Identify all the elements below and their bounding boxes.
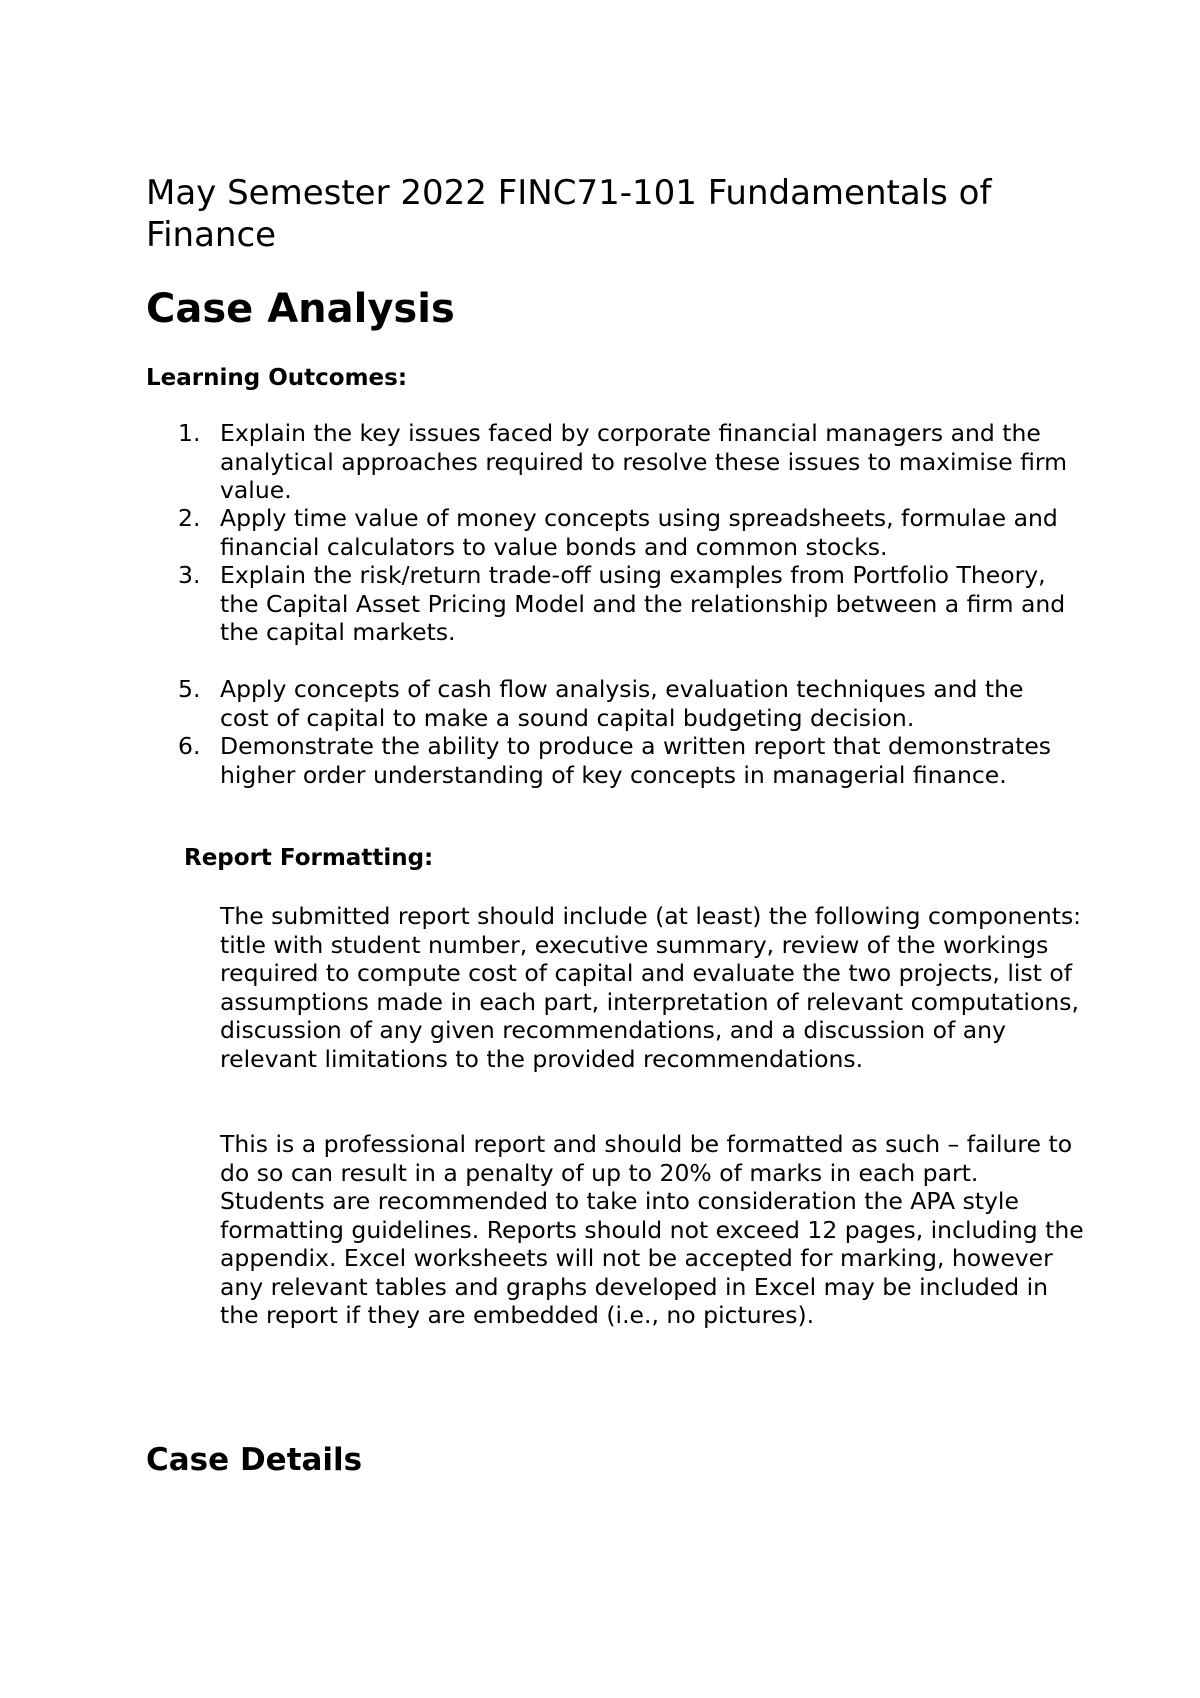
list-number: 6.	[178, 732, 201, 760]
report-formatting-paragraph: The submitted report should include (at least) the following components: title with student number, executive summary, review of the workings required to compute cost of capital and evaluate the two projects, list of assumptions made in each part, interpretation of relevant computations, discussion of any given recommendations, and a discussion of any relevant limitations to the provided recommendations.	[220, 902, 1082, 1073]
list-number: 1.	[178, 419, 201, 447]
case-details-heading: Case Details	[146, 1442, 363, 1478]
learning-outcome-item	[146, 732, 1076, 789]
list-item-text: Explain the risk/return trade-off using examples from Portfolio Theory, the Capital Asset Pricing Model and the relationship between a firm and the capital markets.	[220, 561, 1066, 646]
learning-outcome-item	[146, 419, 1076, 505]
list-number: 3.	[178, 561, 201, 589]
list-number: 2.	[178, 504, 201, 532]
report-formatting-paragraph: This is a professional report and should be formatted as such – failure to do so can result in a penalty of up to 20% of marks in each part. Students are recommended to take into consideration the APA style formatting guidelines. Reports should not exceed 12 pages, including the appendix. Excel worksheets will not be accepted for marking, however any relevant tables and graphs developed in Excel may be included in the report if they are embedded (i.e., no pictures).	[220, 1130, 1084, 1329]
learning-outcomes-heading: Learning Outcomes:	[146, 365, 408, 391]
learning-outcome-item	[146, 561, 1076, 647]
course-title: May Semester 2022 FINC71-101 Fundamentals of Finance	[146, 173, 992, 255]
learning-outcome-item	[146, 504, 1076, 561]
list-item-text: Apply time value of money concepts using spreadsheets, formulae and financial calculators to value bonds and common stocks.	[220, 504, 1058, 561]
report-formatting-heading: Report Formatting:	[184, 845, 434, 871]
list-item-text: Apply concepts of cash flow analysis, evaluation techniques and the cost of capital to make a sound capital budgeting decision.	[220, 675, 1024, 732]
learning-outcome-item	[146, 675, 1076, 732]
list-item-text: Explain the key issues faced by corporate financial managers and the analytical approaches required to resolve these issues to maximise firm value.	[220, 419, 1068, 504]
section-title-case-analysis: Case Analysis	[146, 286, 455, 332]
list-number: 5.	[178, 675, 201, 703]
list-item-text: Demonstrate the ability to produce a written report that demonstrates higher order understanding of key concepts in managerial finance.	[220, 732, 1052, 789]
